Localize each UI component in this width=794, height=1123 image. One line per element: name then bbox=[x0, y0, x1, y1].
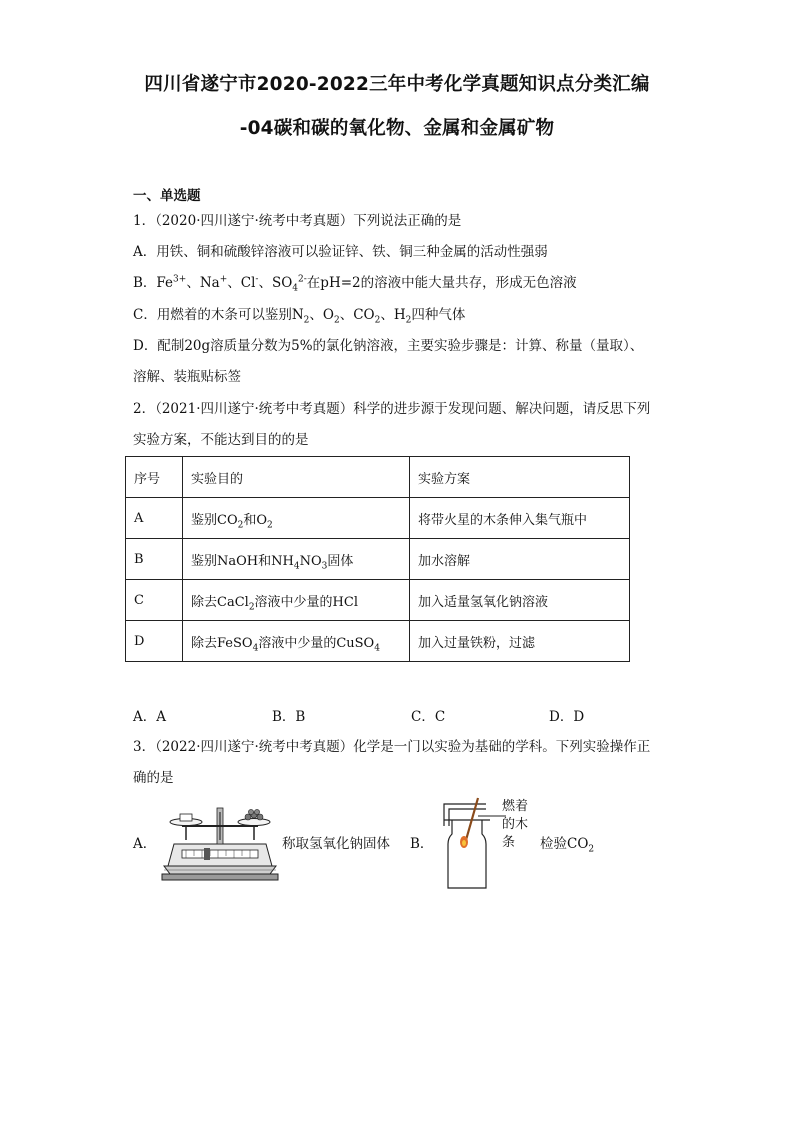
row-plan: 加入过量铁粉，过滤 bbox=[410, 621, 630, 662]
q3-annotation-line1: 燃着 bbox=[502, 799, 529, 814]
q2-option-c: C．C bbox=[411, 709, 446, 725]
row-plan: 将带火星的木条伸入集气瓶中 bbox=[410, 498, 630, 539]
row-goal: 除去CaCl$_2$溶液中少量的HCl bbox=[183, 580, 410, 621]
table-row bbox=[126, 621, 630, 662]
q3-option-a-label: A． bbox=[133, 836, 157, 852]
q3-option-b-label: B． bbox=[410, 836, 434, 852]
row-goal: 除去FeSO$_4$溶液中少量的CuSO$_4$ bbox=[183, 621, 410, 662]
q1-option-a: A．用铁、铜和硫酸锌溶液可以验证锌、铁、铜三种金属的活动性强弱 bbox=[133, 244, 548, 260]
q2-stem-line2: 实验方案，不能达到目的的是 bbox=[133, 432, 309, 448]
table-row bbox=[126, 580, 630, 621]
row-id: A bbox=[126, 498, 183, 539]
row-id: B bbox=[126, 539, 183, 580]
q2-option-a: A．A bbox=[133, 709, 166, 725]
table-header-row bbox=[126, 457, 630, 498]
section-heading: 一、单选题 bbox=[133, 188, 201, 204]
row-id: C bbox=[126, 580, 183, 621]
q1-option-d-line2: 溶解、装瓶贴标签 bbox=[133, 369, 241, 385]
row-plan: 加水溶解 bbox=[410, 539, 630, 580]
q1-option-b: B．$Fe^{3+}$、Na+、Cl-、$SO_4^{2-}$在pH=2的溶液中能大量共存，形成无色溶液 bbox=[133, 274, 577, 294]
q3-annotation-line2: 的木 bbox=[502, 817, 529, 832]
row-goal: 鉴别$CO_2$和$O_2$ bbox=[183, 498, 410, 539]
q2-stem-line1: 2．（2021·四川遂宁·统考中考真题）科学的进步源于发现问题、解决问题，请反思下列 bbox=[133, 401, 651, 417]
q2-option-d: D．D bbox=[549, 709, 585, 725]
q3-option-b-text: 检验$CO_2$ bbox=[540, 836, 595, 855]
q3-annotation-line3: 条 bbox=[502, 835, 516, 850]
q1-stem: 1．（2020·四川遂宁·统考中考真题）下列说法正确的是 bbox=[133, 213, 462, 229]
q1-option-c: C．用燃着的木条可以鉴别$N_2$、$O_2$、$CO_2$、$H_2$四种气体 bbox=[133, 307, 466, 326]
table-row bbox=[126, 539, 630, 580]
q2-table bbox=[125, 456, 630, 662]
header-cell: 实验方案 bbox=[410, 457, 630, 498]
header-cell: 序号 bbox=[126, 457, 183, 498]
document-title-line1: 四川省遂宁市2020-2022三年中考化学真题知识点分类汇编 bbox=[144, 74, 650, 95]
row-plan: 加入适量氢氧化钠溶液 bbox=[410, 580, 630, 621]
q3-stem-line1: 3．（2022·四川遂宁·统考中考真题）化学是一门以实验为基础的学科。下列实验操作正 bbox=[133, 739, 651, 755]
balance-scale-icon bbox=[160, 800, 280, 882]
header-cell: 实验目的 bbox=[183, 457, 410, 498]
q3-stem-line2: 确的是 bbox=[133, 770, 174, 786]
q1-option-d-line1: D．配制20g溶质量分数为5%的氯化钠溶液，主要实验步骤是：计算、称量（量取）、 bbox=[133, 338, 644, 354]
row-id: D bbox=[126, 621, 183, 662]
document-title-line2: -04碳和碳的氧化物、金属和金属矿物 bbox=[239, 118, 555, 139]
q2-option-b: B．B bbox=[272, 709, 306, 725]
q3-option-a-text: 称取氢氧化钠固体 bbox=[282, 836, 390, 852]
table-row bbox=[126, 498, 630, 539]
row-goal: 鉴别NaOH和$NH_4NO_3$固体 bbox=[183, 539, 410, 580]
